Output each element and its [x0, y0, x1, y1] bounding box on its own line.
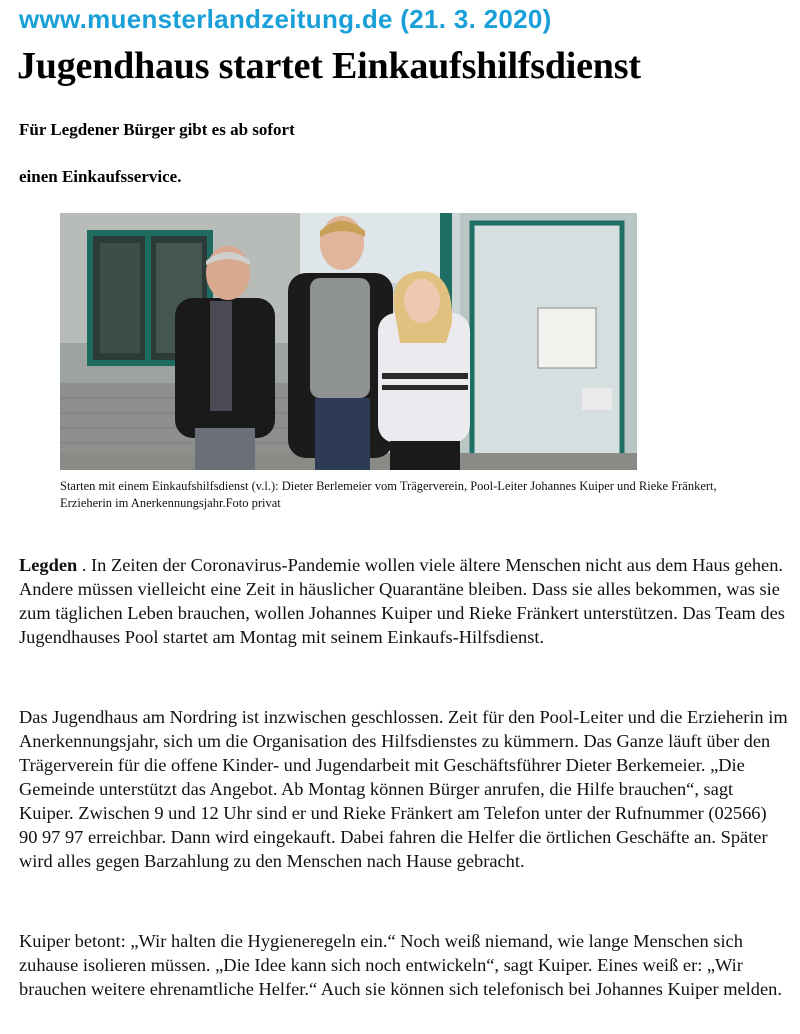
article-photo — [60, 213, 637, 470]
paragraph-1-text: . In Zeiten der Coronavirus-Pandemie wollen viele ältere Menschen nicht aus dem Haus gehen. Andere müssen vielleicht eine Zeit in häuslicher Quarantäne bleiben. Dass sie alles bekommen, was sie zum täglichen Leben brauchen, wollen Johannes Kuiper und Rieke Fränkert unterstützen. Das Team des Jugendhauses Pool startet am Montag mit seinem Einkaufs-Hilfsdienst. — [19, 555, 785, 647]
photo-caption: Starten mit einem Einkaufshilfsdienst (v.l.): Dieter Berlemeier vom Trägerverein, Pool-Leiter Johannes Kuiper und Rieke Fränkert, Erzieherin im Anerkennungsjahr.Foto privat — [60, 479, 717, 510]
subheadline-line-1: Für Legdener Bürger gibt es ab sofort — [19, 120, 295, 139]
subheadline-line-2: einen Einkaufsservice. — [19, 167, 182, 186]
article-paragraph-2: Das Jugendhaus am Nordring ist inzwischen geschlossen. Zeit für den Pool-Leiter und die Erzieherin im Anerkennungsjahr, sich um die Organisation des Hilfsdienstes zu kümmern. Das Ganze läuft über den Trägerverein für die offene Kinder- und Jugendarbeit mit Geschäftsführer Dieter Berkemeier. „Die Gemeinde unterstützt das Angebot. Ab Montag können Bürger anrufen, die Hilfe brauchen“, sagt Kuiper. Zwischen 9 und 12 Uhr sind er und Rieke Fränkert am Telefon unter der Rufnummer (02566) 90 97 97 erreichbar. Dann wird eingekauft. Dabei fahren die Helfer die örtlichen Geschäfte an. Später wird alles gegen Barzahlung zu den Menschen nach Hause gebracht. — [19, 707, 788, 871]
article-paragraph-3: Kuiper betont: „Wir halten die Hygieneregeln ein.“ Noch weiß niemand, wie lange Menschen sich zuhause isolieren müssen. „Die Idee kann sich noch entwickeln“, sagt Kuiper. Eines weiß er: „Wir brauchen weitere ehrenamtliche Helfer.“ Auch sie können sich telefonisch bei Johannes Kuiper melden. — [19, 931, 782, 999]
article-paragraph-1 — [19, 553, 789, 649]
headline: Jugendhaus startet Einkaufshilfsdienst — [17, 45, 641, 87]
source-url-date: www.muensterlandzeitung.de (21. 3. 2020) — [19, 4, 552, 34]
dateline: Legden — [19, 555, 78, 575]
photo-illustration — [60, 213, 637, 470]
